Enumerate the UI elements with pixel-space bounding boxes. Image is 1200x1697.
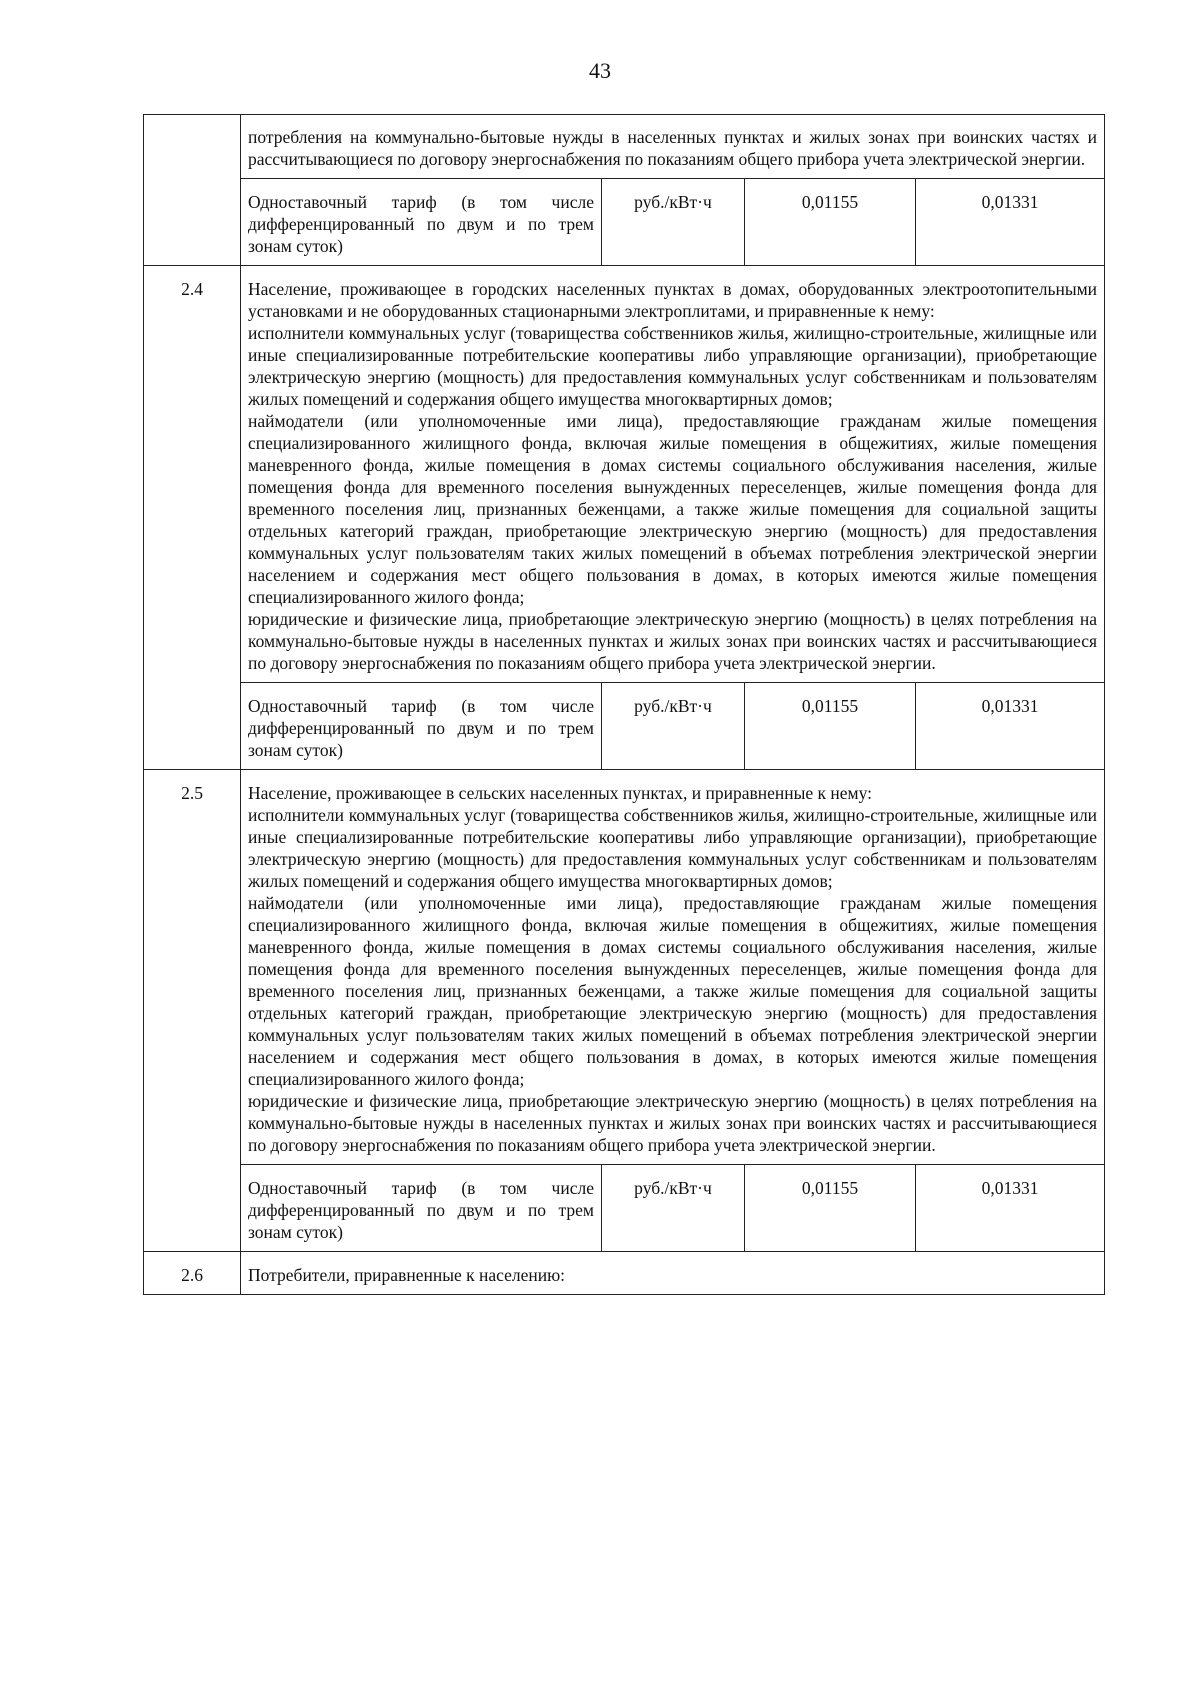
row-description (241, 1252, 1105, 1295)
page-number: 43 (589, 58, 611, 83)
tariff-value-1: 0,01155 (745, 683, 916, 770)
table-row-2-6 (144, 1252, 1105, 1295)
tariff-value-1: 0,01155 (745, 1165, 916, 1252)
tariff-name: Одноставочный тариф (в том числе дифференцированный по двум и по трем зонам суток) (241, 1165, 602, 1252)
row-description (241, 115, 1105, 179)
tariff-value-1: 0,01155 (745, 179, 916, 266)
tariff-row (144, 1165, 1105, 1252)
tariff-row (144, 179, 1105, 266)
description-paragraph: потребления на коммунально-бытовые нужды в населенных пунктах и жилых зонах при воинских частях и рассчитывающиеся по договору энергоснабжения по показаниям общего прибора учета электрической энергии. (248, 127, 1098, 169)
description-paragraph: наймодатели (или уполномоченные ими лица), предоставляющие гражданам жилые помещения специализированного жилищного фонда, включая жилые помещения в общежитиях, жилые помещения маневренного фонда, жилые помещения в домах системы социального обслуживания населения, жилые помещения фонда для временного поселения вынужденных переселенцев, жилые помещения фонда для временного поселения лиц, признанных беженцами, а также жилые помещения для социальной защиты отдельных категорий граждан, приобретающие электрическую энергию (мощность) для предоставления коммунальных услуг пользователям таких жилых помещений в объемах потребления электрической энергии населением и содержания мест общего пользования в домах, в которых имеются жилые помещения специализированного жилого фонда; (248, 411, 1098, 607)
tariff-unit: руб./кВт·ч (602, 1165, 745, 1252)
description-paragraph: Население, проживающее в сельских населенных пунктах, и приравненные к нему: (248, 783, 873, 803)
table-row-2-4 (144, 266, 1105, 683)
row-number: 2.4 (144, 266, 241, 770)
description-paragraph: Потребители, приравненные к населению: (248, 1265, 566, 1285)
tariff-unit: руб./кВт·ч (602, 683, 745, 770)
description-paragraph: юридические и физические лица, приобретающие электрическую энергию (мощность) в целях потребления на коммунально-бытовые нужды в населенных пунктах и жилых зонах при воинских частях и рассчитывающиеся по договору энергоснабжения по показаниям общего прибора учета электрической энергии. (248, 1091, 1098, 1155)
table-row-continuation (144, 115, 1105, 179)
row-number-empty (144, 115, 241, 266)
description-paragraph: юридические и физические лица, приобретающие электрическую энергию (мощность) в целях потребления на коммунально-бытовые нужды в населенных пунктах и жилых зонах при воинских частях и рассчитывающиеся по договору энергоснабжения по показаниям общего прибора учета электрической энергии. (248, 609, 1098, 673)
tariff-value-2: 0,01331 (916, 683, 1105, 770)
tariff-row (144, 683, 1105, 770)
tariff-value-2: 0,01331 (916, 179, 1105, 266)
description-paragraph: наймодатели (или уполномоченные ими лица), предоставляющие гражданам жилые помещения специализированного жилищного фонда, включая жилые помещения в общежитиях, жилые помещения маневренного фонда, жилые помещения в домах системы социального обслуживания населения, жилые помещения фонда для временного поселения вынужденных переселенцев, жилые помещения фонда для временного поселения лиц, признанных беженцами, а также жилые помещения для социальной защиты отдельных категорий граждан, приобретающие электрическую энергию (мощность) для предоставления коммунальных услуг пользователям таких жилых помещений в объемах потребления электрической энергии населением и содержания мест общего пользования в домах, в которых имеются жилые помещения специализированного жилого фонда; (248, 893, 1098, 1089)
row-description (241, 266, 1105, 683)
tariff-name: Одноставочный тариф (в том числе дифференцированный по двум и по трем зонам суток) (241, 179, 602, 266)
tariff-table (143, 114, 1105, 1295)
tariff-name: Одноставочный тариф (в том числе дифференцированный по двум и по трем зонам суток) (241, 683, 602, 770)
tariff-value-2: 0,01331 (916, 1165, 1105, 1252)
row-number: 2.5 (144, 770, 241, 1252)
description-paragraph: исполнители коммунальных услуг (товарищества собственников жилья, жилищно-строительные, жилищные или иные специализированные потребительские кооперативы либо управляющие организации), приобретающие электрическую энергию (мощность) для предоставления коммунальных услуг собственникам и пользователям жилых помещений и содержания общего имущества многоквартирных домов; (248, 805, 1098, 891)
row-description (241, 770, 1105, 1165)
description-paragraph: Население, проживающее в городских населенных пунктах в домах, оборудованных электроотопительными установками и не оборудованных стационарными электроплитами, и приравненные к нему: (248, 279, 1098, 321)
table-row-2-5 (144, 770, 1105, 1165)
row-number: 2.6 (144, 1252, 241, 1295)
description-paragraph: исполнители коммунальных услуг (товарищества собственников жилья, жилищно-строительные, жилищные или иные специализированные потребительские кооперативы либо управляющие организации), приобретающие электрическую энергию (мощность) для предоставления коммунальных услуг собственникам и пользователям жилых помещений и содержания общего имущества многоквартирных домов; (248, 323, 1098, 409)
tariff-unit: руб./кВт·ч (602, 179, 745, 266)
